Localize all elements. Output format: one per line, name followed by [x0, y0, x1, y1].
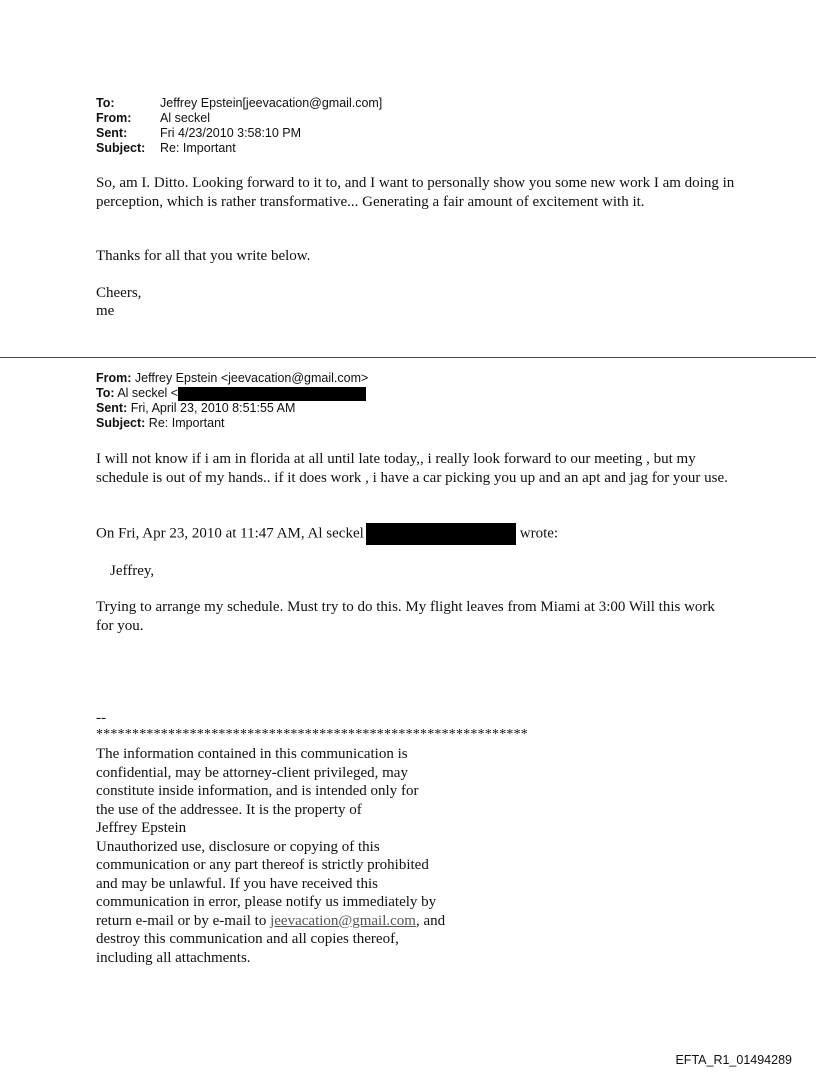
to-label: To: — [96, 386, 115, 400]
subject-value: Re: Important — [160, 141, 236, 155]
to-value: Jeffrey Epstein[jeevacation@gmail.com] — [160, 96, 383, 110]
email-signature: me — [96, 303, 115, 319]
quote-intro-text: On Fri, Apr 23, 2010 at 11:47 AM, Al seckel — [96, 525, 364, 542]
subject-value: Re: Important — [148, 416, 225, 430]
email-link[interactable]: jeevacation@gmail.com — [270, 912, 416, 929]
to-label: To: — [96, 96, 115, 110]
quote-body — [96, 598, 726, 635]
sent-value: Fri, April 23, 2010 8:51:55 AM — [130, 401, 296, 415]
to-value: Al seckel < — [117, 386, 179, 400]
email-body-paragraph: So, am I. Ditto. Looking forward to it to, and I want to personally show you some new work I am doing in perception, which is rather transformative... Generating a fair amount of excitement with it. — [96, 175, 735, 210]
redaction-bar — [178, 387, 366, 401]
quote-intro — [96, 523, 736, 545]
from-value: Al seckel — [160, 111, 211, 125]
divider — [0, 357, 816, 358]
sent-value: Fri 4/23/2010 3:58:10 PM — [160, 126, 302, 140]
subject-row — [96, 416, 368, 431]
email-body-paragraph: Thanks for all that you write below. — [96, 248, 311, 264]
from-row — [96, 371, 368, 386]
redaction-bar — [366, 523, 516, 545]
quoted-email-header — [96, 371, 368, 431]
signature-dashes: -- — [96, 710, 106, 726]
notice-text: The information contained in this communication is confidential, may be attorney-client privileged, may constitute inside information, and is intended only for the use of the addressee. It is the property of Jeffrey Epstein Unauthorized use, disclosure or copying of this communication or any part thereof is strictly prohibited and may be unlawful. If you have received this communication in error, please notify us immediately by return e-mail or by e-mail to — [96, 746, 437, 929]
subject-row — [96, 141, 382, 156]
from-label: From: — [96, 371, 132, 385]
subject-label: Subject: — [96, 141, 146, 155]
from-label: From: — [96, 111, 132, 125]
to-row — [96, 96, 382, 111]
from-value: Jeffrey Epstein <jeevacation@gmail.com> — [134, 371, 369, 385]
asterisk-separator: ************************************************************ — [96, 727, 528, 742]
quote-greeting: Jeffrey, — [110, 563, 155, 579]
from-row — [96, 111, 382, 126]
sent-row — [96, 401, 368, 416]
email-signoff: Cheers, — [96, 285, 142, 301]
email-header — [96, 96, 382, 156]
sent-label: Sent: — [96, 401, 128, 415]
document-id: EFTA_R1_01494289 — [675, 1053, 792, 1067]
quoted-email-body: I will not know if i am in florida at all until late today,, i really look forward to our meeting , but my schedule is out of my hands.. if it does work , i have a car picking you up and an apt and jag for your use. — [96, 451, 728, 486]
notice-text-end: , and destroy this communication and all copies thereof, including all attachments. — [96, 912, 446, 966]
confidentiality-notice — [96, 745, 516, 967]
subject-label: Subject: — [96, 416, 146, 430]
quote-intro-wrote: wrote: — [519, 525, 559, 542]
quote-body-text: Trying to arrange my schedule. Must try to do this. My flight leaves from Miami at 3:00 Will this work for you. — [96, 599, 715, 634]
to-row — [96, 386, 368, 401]
sent-row — [96, 126, 382, 141]
sent-label: Sent: — [96, 126, 128, 140]
